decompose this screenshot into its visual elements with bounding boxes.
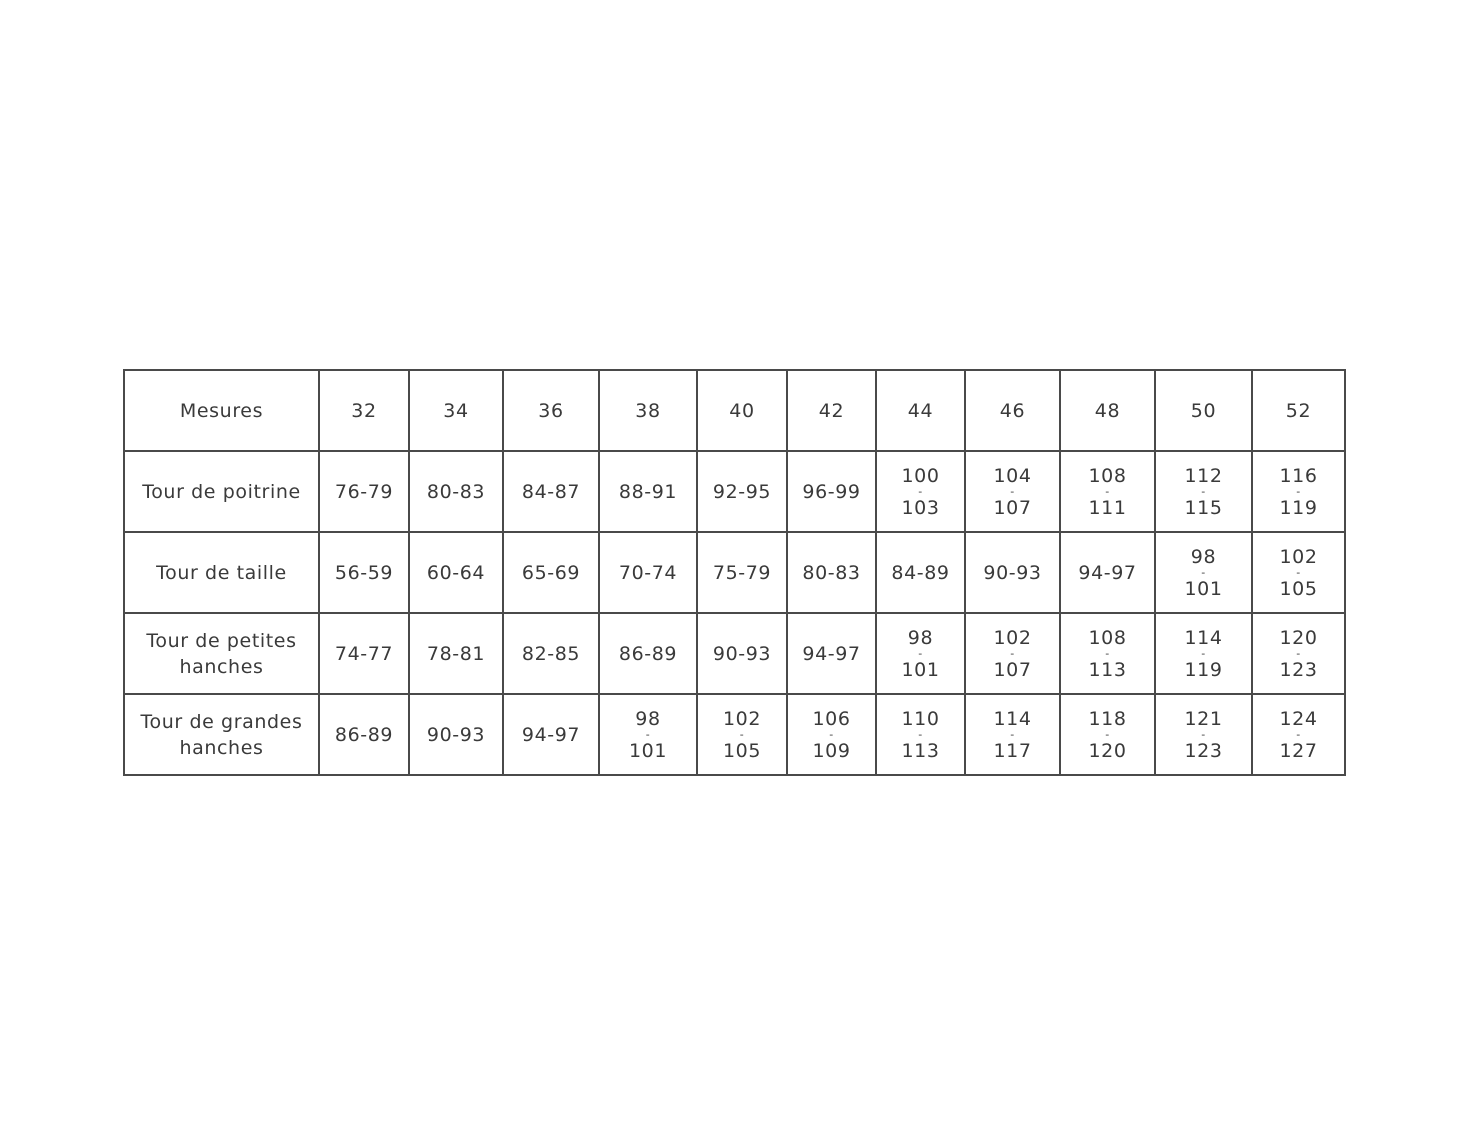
range-separator: - bbox=[1105, 646, 1110, 660]
measurement-cell bbox=[1252, 451, 1345, 532]
stacked-range bbox=[788, 708, 875, 762]
range-separator: - bbox=[1296, 646, 1301, 660]
range-max: 119 bbox=[1184, 658, 1223, 681]
range-min: 100 bbox=[901, 464, 940, 487]
header-cell-size: 44 bbox=[876, 370, 965, 451]
range-max: 107 bbox=[993, 496, 1032, 519]
measurement-cell bbox=[876, 613, 965, 694]
range-min: 114 bbox=[993, 707, 1032, 730]
range-max: 123 bbox=[1279, 658, 1318, 681]
range-separator: - bbox=[1296, 484, 1301, 498]
stacked-range bbox=[1156, 627, 1251, 681]
measurement-cell bbox=[1155, 694, 1252, 775]
measurement-cell: 76-79 bbox=[319, 451, 409, 532]
measurement-cell: 88-91 bbox=[599, 451, 697, 532]
stacked-range bbox=[877, 465, 964, 519]
stacked-range bbox=[698, 708, 786, 762]
measurement-cell: 86-89 bbox=[319, 694, 409, 775]
stacked-range bbox=[966, 627, 1059, 681]
range-separator: - bbox=[1010, 727, 1015, 741]
stacked-range bbox=[966, 708, 1059, 762]
stacked-range bbox=[1253, 465, 1344, 519]
range-min: 98 bbox=[635, 707, 661, 730]
measurement-cell bbox=[787, 694, 876, 775]
header-cell-size: 36 bbox=[503, 370, 599, 451]
stacked-range bbox=[1253, 708, 1344, 762]
range-min: 114 bbox=[1184, 626, 1223, 649]
range-max: 120 bbox=[1088, 739, 1127, 762]
table-row bbox=[124, 451, 1345, 532]
table-row bbox=[124, 532, 1345, 613]
measurement-cell bbox=[876, 694, 965, 775]
measurement-cell bbox=[965, 451, 1060, 532]
header-cell-size: 48 bbox=[1060, 370, 1155, 451]
measurement-cell: 78-81 bbox=[409, 613, 503, 694]
range-max: 113 bbox=[1088, 658, 1127, 681]
range-min: 98 bbox=[1190, 545, 1217, 568]
table-row bbox=[124, 694, 1345, 775]
measurement-cell bbox=[599, 694, 697, 775]
header-cell-size: 34 bbox=[409, 370, 503, 451]
measurement-cell: 90-93 bbox=[409, 694, 503, 775]
measurement-cell bbox=[1060, 613, 1155, 694]
range-max: 119 bbox=[1279, 496, 1318, 519]
range-min: 98 bbox=[907, 626, 934, 649]
measurement-cell: 74-77 bbox=[319, 613, 409, 694]
range-max: 101 bbox=[628, 739, 668, 762]
measurement-cell: 84-87 bbox=[503, 451, 599, 532]
table-row bbox=[124, 613, 1345, 694]
header-cell-mesures: Mesures bbox=[124, 370, 319, 451]
range-min: 112 bbox=[1184, 464, 1223, 487]
range-separator: - bbox=[1105, 727, 1110, 741]
measurement-cell bbox=[1155, 451, 1252, 532]
range-separator: - bbox=[1296, 565, 1301, 579]
stacked-range bbox=[600, 708, 696, 762]
range-separator: - bbox=[1010, 484, 1015, 498]
range-min: 110 bbox=[901, 707, 940, 730]
measurement-cell: 90-93 bbox=[697, 613, 787, 694]
measurement-cell: 86-89 bbox=[599, 613, 697, 694]
range-max: 103 bbox=[901, 496, 940, 519]
header-cell-size: 46 bbox=[965, 370, 1060, 451]
header-cell-size: 40 bbox=[697, 370, 787, 451]
row-label: Tour de poitrine bbox=[124, 451, 319, 532]
measurement-cell bbox=[1252, 694, 1345, 775]
range-separator: - bbox=[1201, 565, 1206, 579]
measurement-cell bbox=[1155, 613, 1252, 694]
range-max: 109 bbox=[812, 739, 851, 762]
range-max: 127 bbox=[1279, 739, 1318, 762]
measurement-cell: 56-59 bbox=[319, 532, 409, 613]
range-min: 120 bbox=[1279, 626, 1318, 649]
measurement-cell: 82-85 bbox=[503, 613, 599, 694]
header-cell-size: 42 bbox=[787, 370, 876, 451]
range-max: 117 bbox=[993, 739, 1032, 762]
range-min: 121 bbox=[1184, 707, 1223, 730]
range-max: 101 bbox=[901, 658, 940, 681]
measurement-cell: 90-93 bbox=[965, 532, 1060, 613]
measurement-cell: 60-64 bbox=[409, 532, 503, 613]
stacked-range bbox=[1061, 465, 1154, 519]
range-min: 108 bbox=[1088, 626, 1127, 649]
measurement-cell: 75-79 bbox=[697, 532, 787, 613]
measurement-cell bbox=[965, 694, 1060, 775]
range-min: 104 bbox=[993, 464, 1032, 487]
range-min: 102 bbox=[1279, 545, 1318, 568]
stacked-range bbox=[1156, 465, 1251, 519]
measurement-cell: 92-95 bbox=[697, 451, 787, 532]
range-max: 111 bbox=[1088, 496, 1127, 519]
measurement-cell bbox=[1060, 694, 1155, 775]
measurement-cell: 65-69 bbox=[503, 532, 599, 613]
range-max: 107 bbox=[993, 658, 1032, 681]
range-separator: - bbox=[918, 727, 923, 741]
range-max: 115 bbox=[1184, 496, 1223, 519]
range-separator: - bbox=[918, 646, 923, 660]
stacked-range bbox=[1253, 627, 1344, 681]
range-max: 105 bbox=[1279, 577, 1318, 600]
range-max: 113 bbox=[901, 739, 940, 762]
measurement-cell: 70-74 bbox=[599, 532, 697, 613]
header-row bbox=[124, 370, 1345, 451]
range-min: 102 bbox=[722, 707, 762, 730]
range-separator: - bbox=[918, 484, 923, 498]
measurement-cell: 84-89 bbox=[876, 532, 965, 613]
range-separator: - bbox=[739, 727, 745, 741]
measurement-cell: 94-97 bbox=[1060, 532, 1155, 613]
range-separator: - bbox=[1201, 646, 1206, 660]
measurement-cell: 80-83 bbox=[409, 451, 503, 532]
stacked-range bbox=[877, 627, 964, 681]
measurement-cell bbox=[876, 451, 965, 532]
range-separator: - bbox=[1201, 484, 1206, 498]
measurement-cell: 94-97 bbox=[503, 694, 599, 775]
stacked-range bbox=[1156, 708, 1251, 762]
measurement-cell bbox=[965, 613, 1060, 694]
range-separator: - bbox=[829, 727, 834, 741]
range-min: 124 bbox=[1279, 707, 1318, 730]
measurement-cell bbox=[697, 694, 787, 775]
range-separator: - bbox=[1201, 727, 1206, 741]
row-label: Tour de petites hanches bbox=[124, 613, 319, 694]
measurement-cell bbox=[1252, 532, 1345, 613]
range-min: 108 bbox=[1088, 464, 1127, 487]
row-label: Tour de taille bbox=[124, 532, 319, 613]
measurement-cell: 94-97 bbox=[787, 613, 876, 694]
measurement-cell bbox=[1060, 451, 1155, 532]
range-separator: - bbox=[645, 727, 651, 741]
range-max: 101 bbox=[1184, 577, 1223, 600]
measurement-cell: 96-99 bbox=[787, 451, 876, 532]
header-cell-size: 50 bbox=[1155, 370, 1252, 451]
stacked-range bbox=[877, 708, 964, 762]
row-label: Tour de grandes hanches bbox=[124, 694, 319, 775]
stacked-range bbox=[1156, 546, 1251, 600]
range-separator: - bbox=[1296, 727, 1301, 741]
range-max: 105 bbox=[722, 739, 762, 762]
table-body bbox=[124, 370, 1345, 775]
stacked-range bbox=[1061, 708, 1154, 762]
range-min: 118 bbox=[1088, 707, 1127, 730]
stacked-range bbox=[966, 465, 1059, 519]
measurement-cell bbox=[1155, 532, 1252, 613]
header-cell-size: 38 bbox=[599, 370, 697, 451]
range-min: 102 bbox=[993, 626, 1032, 649]
measurement-cell bbox=[1252, 613, 1345, 694]
header-cell-size: 52 bbox=[1252, 370, 1345, 451]
range-max: 123 bbox=[1184, 739, 1223, 762]
range-min: 106 bbox=[812, 707, 851, 730]
size-chart-table bbox=[123, 369, 1346, 776]
stacked-range bbox=[1253, 546, 1344, 600]
range-separator: - bbox=[1105, 484, 1110, 498]
measurement-cell: 80-83 bbox=[787, 532, 876, 613]
range-separator: - bbox=[1010, 646, 1015, 660]
header-cell-size: 32 bbox=[319, 370, 409, 451]
stacked-range bbox=[1061, 627, 1154, 681]
range-min: 116 bbox=[1279, 464, 1318, 487]
